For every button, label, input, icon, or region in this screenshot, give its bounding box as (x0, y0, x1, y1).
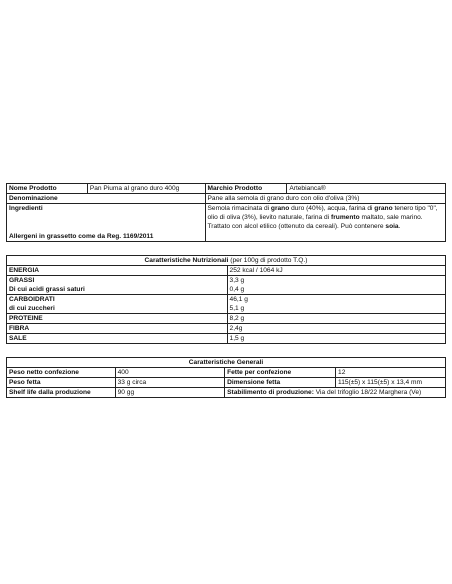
stabilimento-label: Stabilimento di produzione: (227, 389, 314, 396)
nutrient-value: 46,1 g (229, 296, 248, 303)
nutrient-label-cell (7, 324, 228, 334)
marchio-prodotto-value: Artebianca® (287, 184, 446, 194)
nutrient-subvalue: 0,4 g (229, 286, 245, 293)
stabilimento-cell (225, 388, 446, 398)
stabilimento-value: Via del trifoglio 18/22 Marghera (Ve) (313, 389, 422, 396)
allergen-highlight: grano (374, 205, 393, 212)
nutrition-row (7, 276, 446, 295)
dimensione-value: 115(±5) x 115(±5) x 13,4 mm (336, 378, 446, 388)
nome-prodotto-label: Nome Prodotto (7, 184, 88, 194)
nutrition-rows (7, 266, 446, 344)
allergen-highlight: frumento (331, 214, 360, 221)
peso-fetta-label: Peso fetta (7, 378, 116, 388)
nutrition-row (7, 314, 446, 324)
denominazione-label: Denominazione (7, 194, 206, 204)
nutrition-row (7, 295, 446, 314)
nutrient-sublabel: di cui zuccheri (9, 305, 55, 312)
nutrient-label-cell (7, 314, 228, 324)
nutrition-title-bold: Caratteristiche Nutrizionali (144, 257, 229, 264)
allergen-highlight: soia (385, 223, 399, 230)
nutrient-value-cell (227, 324, 445, 334)
nutrient-label-cell (7, 334, 228, 344)
ingredient-text: . (398, 223, 401, 230)
marchio-prodotto-label: Marchio Prodotto (205, 184, 287, 194)
ingredient-text: tenero tipo "0", olio di oliva (3%), lievito naturale, farina di (207, 205, 438, 221)
nutrient-value-cell (227, 266, 445, 276)
ingredient-text: duro (40%), acqua, farina di (289, 205, 375, 212)
nutrient-label-cell (7, 295, 228, 314)
ingredienti-value (205, 204, 445, 242)
ingredient-text: maltato, sale marino. Trattato con alcol etilico (ottenuto da cereali). Può contenere (207, 214, 423, 230)
peso-fetta-value: 33 g circa (115, 378, 224, 388)
nutrient-value-cell (227, 334, 445, 344)
allergen-highlight: grano (270, 205, 290, 212)
nutrition-title (7, 256, 446, 266)
nutrient-value-cell (227, 276, 445, 295)
nutrient-value: 252 kcal / 1064 kJ (229, 267, 283, 274)
nutrient-value: 2,4g (229, 325, 243, 332)
fette-value: 12 (336, 368, 446, 378)
nutrient-label: GRASSI (9, 277, 35, 284)
nutrient-label-cell (7, 276, 228, 295)
nutrient-subvalue: 5,1 g (229, 305, 245, 312)
nutrient-label: PROTEINE (9, 315, 43, 322)
shelf-life-value: 90 gg (115, 388, 224, 398)
nutrient-label: SALE (9, 335, 27, 342)
nutrition-row (7, 324, 446, 334)
nutrient-value-cell (227, 295, 445, 314)
fette-label: Fette per confezione (225, 368, 336, 378)
nutrient-value: 8,2 g (229, 315, 245, 322)
denominazione-value: Pane alla semola di grano duro con olio d'oliva (3%) (205, 194, 445, 204)
nutrition-row (7, 266, 446, 276)
nutrient-value: 1,5 g (229, 335, 245, 342)
nutrient-label-cell (7, 266, 228, 276)
general-title: Caratteristiche Generali (7, 358, 446, 368)
nutrient-label: CARBOIDRATI (9, 296, 55, 303)
nutrient-sublabel: Di cui acidi grassi saturi (9, 286, 85, 293)
allergeni-label: Allergeni in grassetto come da Reg. 1169/2011 (7, 213, 206, 242)
ingredienti-label: Ingredienti (7, 204, 206, 214)
nutrition-row (7, 334, 446, 344)
nutrient-value: 3,3 g (229, 277, 245, 284)
nutrient-label: FIBRA (9, 325, 30, 332)
nutrition-table (6, 255, 446, 344)
shelf-life-label: Shelf life dalla produzione (7, 388, 116, 398)
nutrition-title-rest: (per 100g di prodotto T.Q.) (228, 257, 308, 264)
peso-netto-value: 400 (115, 368, 224, 378)
nutrient-value-cell (227, 314, 445, 324)
nome-prodotto-value: Pan Piuma al grano duro 400g (87, 184, 205, 194)
peso-netto-label: Peso netto confezione (7, 368, 116, 378)
dimensione-label: Dimensione fetta (225, 378, 336, 388)
nutrient-label: ENERGIA (9, 267, 40, 274)
general-table (6, 357, 446, 398)
ingredient-text: Semola rimacinata di (207, 205, 271, 212)
product-info-table (6, 183, 446, 242)
